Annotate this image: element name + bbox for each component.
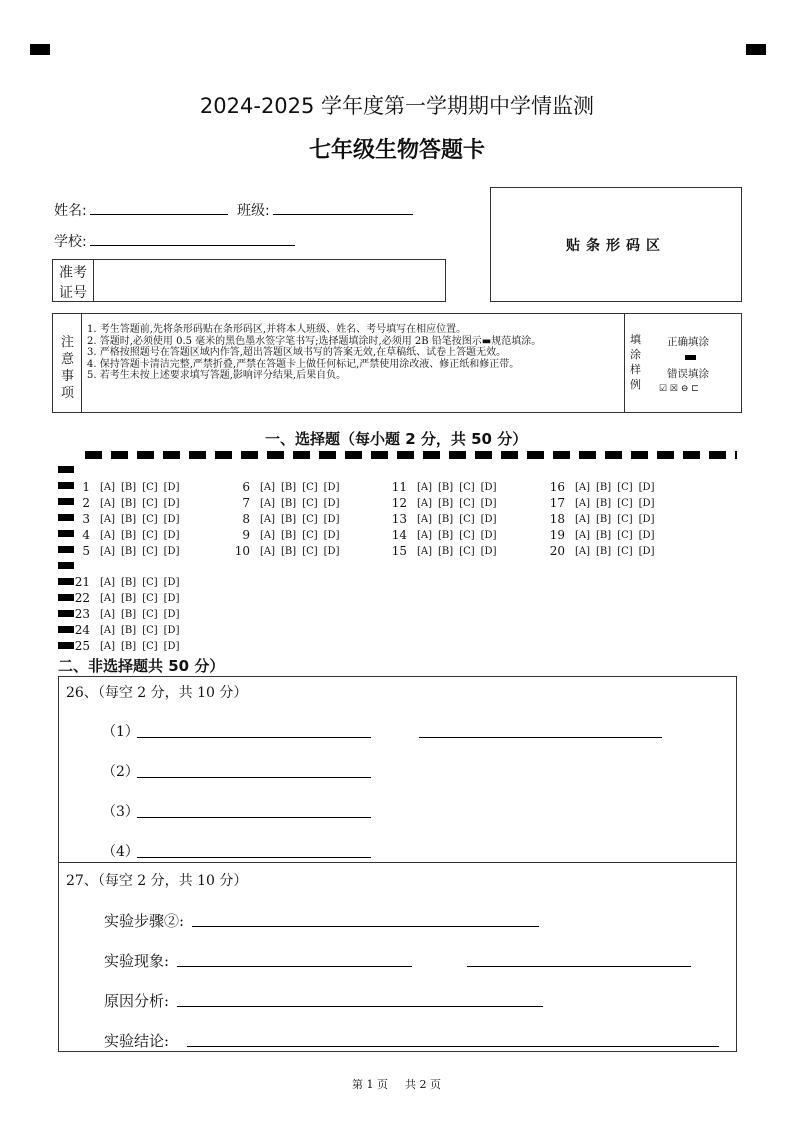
q26-blank3-field[interactable] bbox=[137, 817, 371, 818]
answer-bubble-a[interactable]: [A] bbox=[575, 529, 591, 541]
question-row bbox=[228, 496, 345, 510]
answer-bubble-d[interactable]: [D] bbox=[480, 497, 497, 509]
dashed-marker-row bbox=[85, 451, 737, 459]
answer-bubble-a[interactable]: [A] bbox=[260, 497, 276, 509]
answer-bubble-d[interactable]: [D] bbox=[480, 545, 497, 557]
exam-id-input[interactable] bbox=[95, 260, 445, 301]
question-number: 23 bbox=[74, 607, 90, 621]
question-number: 19 bbox=[549, 528, 565, 542]
answer-bubble-a[interactable]: [A] bbox=[100, 640, 116, 652]
answer-bubble-c[interactable]: [C] bbox=[459, 529, 475, 541]
answer-bubble-c[interactable]: [C] bbox=[142, 592, 158, 604]
q27-step-label: 实验步骤②: bbox=[104, 912, 185, 930]
question-row bbox=[543, 528, 660, 542]
question-number: 21 bbox=[74, 575, 90, 589]
answer-bubble-a[interactable]: [A] bbox=[575, 481, 591, 493]
question-number: 4 bbox=[82, 528, 90, 542]
name-field[interactable] bbox=[90, 214, 228, 215]
answer-bubble-d[interactable]: [D] bbox=[163, 529, 180, 541]
answer-bubble-b[interactable]: [B] bbox=[121, 624, 137, 636]
answer-bubble-b[interactable]: [B] bbox=[121, 640, 137, 652]
answer-bubble-c[interactable]: [C] bbox=[302, 481, 318, 493]
timing-mark bbox=[58, 562, 74, 569]
notes-list bbox=[87, 324, 622, 382]
question-row bbox=[385, 528, 502, 542]
answer-bubble-d[interactable]: [D] bbox=[163, 592, 180, 604]
answer-bubble-b[interactable]: [B] bbox=[281, 497, 297, 509]
note-item-4: 4. 保持答题卡清洁完整,严禁折叠,严禁在答题卡上做任何标记,严禁使用涂改液、修正纸和修正带。 bbox=[87, 358, 520, 370]
q27-conclusion-field[interactable] bbox=[187, 1046, 719, 1047]
answer-bubble-a[interactable]: [A] bbox=[417, 513, 433, 525]
section1-title: 一、选择题（每小题 2 分，共 50 分） bbox=[265, 430, 528, 448]
answer-bubble-a[interactable]: [A] bbox=[100, 624, 116, 636]
q26-blank4-field[interactable] bbox=[137, 857, 371, 858]
answer-bubble-c[interactable]: [C] bbox=[617, 513, 633, 525]
question-number: 16 bbox=[549, 480, 565, 494]
question-row bbox=[68, 480, 185, 494]
school-label: 学校: bbox=[54, 234, 87, 250]
answer-bubble-c[interactable]: [C] bbox=[142, 624, 158, 636]
question-number: 15 bbox=[391, 544, 407, 558]
answer-bubble-c[interactable]: [C] bbox=[459, 545, 475, 557]
name-label: 姓名: bbox=[54, 203, 87, 219]
question-number: 1 bbox=[82, 480, 90, 494]
question-row bbox=[385, 544, 502, 558]
question-number: 7 bbox=[242, 496, 250, 510]
answer-bubble-a[interactable]: [A] bbox=[575, 513, 591, 525]
answer-bubble-c[interactable]: [C] bbox=[459, 481, 475, 493]
q27-step-field[interactable] bbox=[192, 926, 539, 927]
answer-bubble-a[interactable]: [A] bbox=[100, 545, 116, 557]
answer-bubble-c[interactable]: [C] bbox=[459, 513, 475, 525]
question-row bbox=[68, 528, 185, 542]
answer-bubble-b[interactable]: [B] bbox=[438, 513, 454, 525]
exam-id-label-1: 准考 bbox=[59, 265, 87, 281]
q26-blank1-label: （1） bbox=[102, 724, 139, 740]
answer-bubble-d[interactable]: [D] bbox=[638, 481, 655, 493]
sample-label-2: 涂 bbox=[630, 348, 641, 361]
answer-bubble-c[interactable]: [C] bbox=[617, 545, 633, 557]
q26-blank1-field-b[interactable] bbox=[419, 737, 662, 738]
answer-bubble-d[interactable]: [D] bbox=[638, 513, 655, 525]
answer-bubble-b[interactable]: [B] bbox=[281, 513, 297, 525]
answer-bubble-d[interactable]: [D] bbox=[638, 529, 655, 541]
q27-analysis-label: 原因分析: bbox=[104, 992, 170, 1010]
exam-title: 2024-2025 学年度第一学期期中学情监测 bbox=[199, 94, 595, 118]
question-number: 13 bbox=[391, 512, 407, 526]
answer-bubble-d[interactable]: [D] bbox=[638, 545, 655, 557]
sample-label-3: 样 bbox=[630, 363, 641, 376]
question-number: 17 bbox=[549, 496, 565, 510]
answer-bubble-c[interactable]: [C] bbox=[142, 640, 158, 652]
q27-analysis-field[interactable] bbox=[177, 1006, 543, 1007]
answer-bubble-d[interactable]: [D] bbox=[163, 640, 180, 652]
q27-head: 27、（每空 2 分，共 10 分） bbox=[66, 873, 248, 889]
answer-bubble-d[interactable]: [D] bbox=[638, 497, 655, 509]
question-number: 14 bbox=[391, 528, 407, 542]
question-row bbox=[68, 591, 185, 605]
answer-bubble-a[interactable]: [A] bbox=[260, 481, 276, 493]
exam-id-box bbox=[52, 259, 446, 302]
answer-bubble-a[interactable]: [A] bbox=[417, 545, 433, 557]
q27-phenomenon-label: 实验现象: bbox=[104, 952, 170, 970]
answer-bubble-d[interactable]: [D] bbox=[163, 624, 180, 636]
answer-bubble-d[interactable]: [D] bbox=[323, 545, 340, 557]
class-label: 班级: bbox=[237, 203, 270, 219]
timing-mark bbox=[58, 466, 74, 473]
section2-title: 二、非选择题共 50 分） bbox=[58, 657, 225, 675]
question-row bbox=[68, 544, 185, 558]
answer-bubble-c[interactable]: [C] bbox=[617, 497, 633, 509]
answer-bubble-c[interactable]: [C] bbox=[142, 497, 158, 509]
exam-id-divider bbox=[93, 260, 94, 301]
answer-bubble-b[interactable]: [B] bbox=[121, 608, 137, 620]
question-row bbox=[68, 623, 185, 637]
question-number: 25 bbox=[74, 639, 90, 653]
question-number: 22 bbox=[74, 591, 90, 605]
exam-id-label-2: 证号 bbox=[59, 285, 87, 301]
answer-bubble-a[interactable]: [A] bbox=[100, 529, 116, 541]
question-number: 10 bbox=[234, 544, 250, 558]
registration-mark-right bbox=[746, 44, 766, 55]
answer-bubble-d[interactable]: [D] bbox=[163, 545, 180, 557]
answer-bubble-d[interactable]: [D] bbox=[163, 576, 180, 588]
q27-phenomenon-field-a[interactable] bbox=[177, 966, 412, 967]
answer-bubble-a[interactable]: [A] bbox=[100, 576, 116, 588]
answer-bubble-a[interactable]: [A] bbox=[100, 608, 116, 620]
sample-label-4: 例 bbox=[630, 378, 641, 391]
question-number: 9 bbox=[242, 528, 250, 542]
question-row bbox=[385, 496, 502, 510]
question-row bbox=[228, 528, 345, 542]
question-number: 20 bbox=[549, 544, 565, 558]
wrong-fill-label: 错误填涂 bbox=[667, 368, 709, 380]
note-item-3: 3. 严格按照题号在答题区域内作答,超出答题区域书写的答案无效,在草稿纸、试卷上答题无效。 bbox=[87, 347, 507, 358]
answer-bubble-a[interactable]: [A] bbox=[100, 497, 116, 509]
question-row bbox=[228, 544, 345, 558]
question-row bbox=[543, 496, 660, 510]
page-total: 共 2 页 bbox=[405, 1078, 441, 1091]
q26-blank3-label: （3） bbox=[102, 804, 139, 820]
answer-bubble-d[interactable]: [D] bbox=[480, 529, 497, 541]
sample-label bbox=[630, 332, 641, 392]
answer-bubble-d[interactable]: [D] bbox=[323, 513, 340, 525]
answer-bubble-a[interactable]: [A] bbox=[417, 481, 433, 493]
question-number: 11 bbox=[391, 480, 407, 494]
question-row bbox=[543, 544, 660, 558]
question-row bbox=[68, 607, 185, 621]
notes-label-divider bbox=[81, 314, 82, 412]
answer-bubble-d[interactable]: [D] bbox=[480, 513, 497, 525]
class-field[interactable] bbox=[273, 214, 413, 215]
answer-bubble-a[interactable]: [A] bbox=[417, 497, 433, 509]
answer-bubble-c[interactable]: [C] bbox=[142, 481, 158, 493]
q27-phenomenon-field-b[interactable] bbox=[467, 966, 691, 967]
answer-bubble-d[interactable]: [D] bbox=[163, 481, 180, 493]
answer-bubble-d[interactable]: [D] bbox=[480, 481, 497, 493]
registration-mark-left bbox=[30, 44, 50, 55]
answer-bubble-a[interactable]: [A] bbox=[100, 592, 116, 604]
question-row bbox=[68, 496, 185, 510]
answer-bubble-b[interactable]: [B] bbox=[121, 545, 137, 557]
correct-fill-mark bbox=[685, 355, 696, 360]
answer-bubble-b[interactable]: [B] bbox=[121, 497, 137, 509]
answer-bubble-b[interactable]: [B] bbox=[596, 481, 612, 493]
wrong-fill-marks: ☑ ☒ ⊖ ⊏ bbox=[659, 384, 699, 394]
answer-bubble-b[interactable]: [B] bbox=[438, 481, 454, 493]
notes-label-4: 项 bbox=[61, 386, 75, 401]
question-number: 18 bbox=[549, 512, 565, 526]
question-row bbox=[228, 480, 345, 494]
answer-sheet-title: 七年级生物答题卡 bbox=[308, 138, 485, 163]
question-row bbox=[68, 512, 185, 526]
question-row bbox=[68, 639, 185, 653]
barcode-label: 贴条形码区 bbox=[566, 238, 666, 254]
answer-bubble-d[interactable]: [D] bbox=[323, 529, 340, 541]
answer-bubble-c[interactable]: [C] bbox=[302, 529, 318, 541]
answer-bubble-d[interactable]: [D] bbox=[323, 497, 340, 509]
answer-bubble-a[interactable]: [A] bbox=[260, 545, 276, 557]
notes-box bbox=[52, 313, 742, 413]
q26-blank4-label: （4） bbox=[102, 844, 139, 860]
answer-bubble-a[interactable]: [A] bbox=[260, 529, 276, 541]
answer-bubble-b[interactable]: [B] bbox=[596, 545, 612, 557]
answer-bubble-c[interactable]: [C] bbox=[142, 576, 158, 588]
answer-bubble-a[interactable]: [A] bbox=[100, 481, 116, 493]
answer-bubble-b[interactable]: [B] bbox=[438, 497, 454, 509]
q26-box bbox=[58, 676, 737, 863]
answer-bubble-b[interactable]: [B] bbox=[121, 529, 137, 541]
answer-bubble-a[interactable]: [A] bbox=[575, 497, 591, 509]
answer-bubble-c[interactable]: [C] bbox=[617, 481, 633, 493]
question-number: 5 bbox=[82, 544, 90, 558]
question-row bbox=[543, 512, 660, 526]
answer-bubble-c[interactable]: [C] bbox=[142, 529, 158, 541]
answer-bubble-c[interactable]: [C] bbox=[302, 513, 318, 525]
notes-label-3: 事 bbox=[61, 369, 75, 384]
answer-bubble-c[interactable]: [C] bbox=[459, 497, 475, 509]
answer-bubble-c[interactable]: [C] bbox=[302, 545, 318, 557]
answer-bubble-a[interactable]: [A] bbox=[260, 513, 276, 525]
answer-bubble-a[interactable]: [A] bbox=[417, 529, 433, 541]
sample-label-1: 填 bbox=[630, 333, 641, 346]
note-item-5: 5. 若考生未按上述要求填写答题,影响评分结果,后果自负。 bbox=[87, 370, 347, 381]
question-number: 3 bbox=[82, 512, 90, 526]
answer-bubble-c[interactable]: [C] bbox=[142, 513, 158, 525]
answer-bubble-b[interactable]: [B] bbox=[121, 576, 137, 588]
note-item-2: 2. 答题时,必须使用 0.5 毫米的黑色墨水签字笔书写;选择题填涂时,必须用 2B 铅笔按图示▬规范填涂。 bbox=[87, 335, 542, 347]
answer-bubble-b[interactable]: [B] bbox=[121, 481, 137, 493]
answer-bubble-b[interactable]: [B] bbox=[281, 481, 297, 493]
answer-bubble-b[interactable]: [B] bbox=[121, 592, 137, 604]
q26-head: 26、（每空 2 分，共 10 分） bbox=[66, 685, 248, 701]
answer-bubble-c[interactable]: [C] bbox=[302, 497, 318, 509]
answer-bubble-b[interactable]: [B] bbox=[281, 545, 297, 557]
question-number: 2 bbox=[82, 496, 90, 510]
q27-conclusion-label: 实验结论: bbox=[104, 1032, 170, 1050]
question-number: 24 bbox=[74, 623, 90, 637]
answer-bubble-a[interactable]: [A] bbox=[100, 513, 116, 525]
question-row bbox=[385, 512, 502, 526]
answer-bubble-c[interactable]: [C] bbox=[142, 608, 158, 620]
answer-bubble-b[interactable]: [B] bbox=[438, 529, 454, 541]
answer-bubble-a[interactable]: [A] bbox=[575, 545, 591, 557]
question-row bbox=[543, 480, 660, 494]
answer-bubble-d[interactable]: [D] bbox=[163, 513, 180, 525]
question-row bbox=[68, 575, 185, 589]
q26-blank2-field[interactable] bbox=[137, 777, 371, 778]
answer-bubble-b[interactable]: [B] bbox=[121, 513, 137, 525]
answer-bubble-d[interactable]: [D] bbox=[163, 608, 180, 620]
notes-label-1: 注 bbox=[61, 335, 75, 350]
question-row bbox=[228, 512, 345, 526]
answer-bubble-b[interactable]: [B] bbox=[438, 545, 454, 557]
answer-bubble-d[interactable]: [D] bbox=[163, 497, 180, 509]
correct-fill-label: 正确填涂 bbox=[667, 336, 709, 348]
answer-bubble-b[interactable]: [B] bbox=[596, 513, 612, 525]
question-number: 12 bbox=[391, 496, 407, 510]
q26-blank2-label: （2） bbox=[102, 764, 139, 780]
school-field[interactable] bbox=[90, 245, 295, 246]
note-item-1: 1. 考生答题前,先将条形码贴在条形码区,并将本人班级、姓名、考号填写在相应位置。 bbox=[87, 324, 467, 335]
answer-bubble-d[interactable]: [D] bbox=[323, 481, 340, 493]
barcode-area bbox=[490, 187, 742, 302]
q26-blank1-field-a[interactable] bbox=[137, 737, 371, 738]
answer-bubble-c[interactable]: [C] bbox=[142, 545, 158, 557]
question-row bbox=[385, 480, 502, 494]
answer-bubble-b[interactable]: [B] bbox=[596, 529, 612, 541]
notes-label-2: 意 bbox=[61, 352, 75, 367]
question-number: 6 bbox=[242, 480, 250, 494]
question-number: 8 bbox=[242, 512, 250, 526]
sample-divider bbox=[624, 314, 625, 412]
answer-bubble-b[interactable]: [B] bbox=[596, 497, 612, 509]
page-number: 第 1 页 bbox=[352, 1078, 388, 1091]
answer-bubble-c[interactable]: [C] bbox=[617, 529, 633, 541]
answer-bubble-b[interactable]: [B] bbox=[281, 529, 297, 541]
